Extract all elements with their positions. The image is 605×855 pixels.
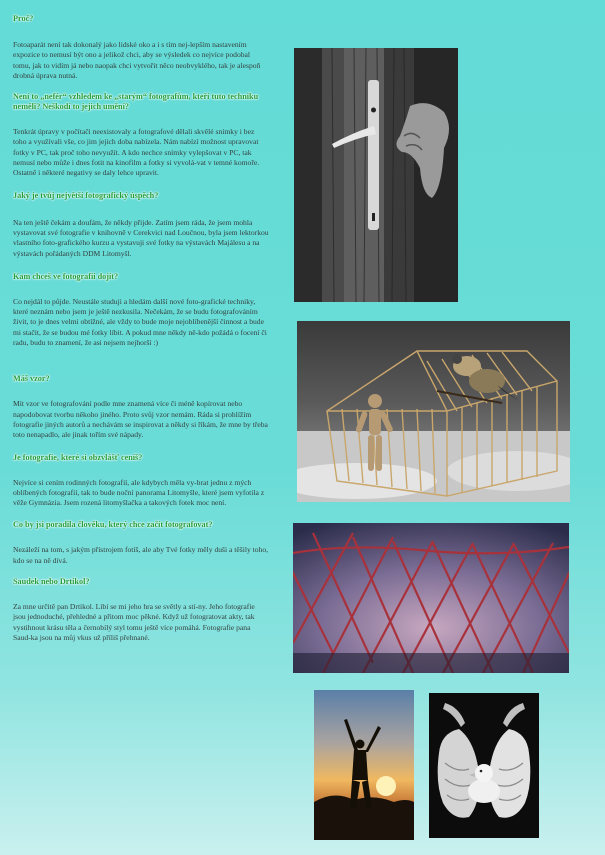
answer-paragraph: Mít vzor ve fotografování podle mne znamená více či méně kopírovat nebo napodobovat tvorbu někoho jiného. Proto svůj vzor nemám. Ráda si prohlížím fotografie jiných autorů a nechávám se inspirovat a někdy si říkám, že mne by třeba toto nenapadlo, ale jinak tořím své nápady. <box>13 399 268 440</box>
sunset-silhouette-photo <box>314 690 414 840</box>
question-heading: Máš vzor? <box>13 374 50 384</box>
answer-paragraph: Za mne určitě pan Drtikol. Líbí se mi jeho hra se světly a stí-ny. Jeho fotografie jsou jednoduché, přehledné a přitom moc pěkné. Když už fotogratovat akty, tak vystihnout krásu těla a černobílý styl tomu ještě více pomáhá. Fotografie pana Saud-ka jsou na můj vkus už příliš přehnané. <box>13 602 255 642</box>
question-heading: Co by jsi poradila člověku, který chce začít fotografovat? <box>13 520 213 530</box>
chain-fence-photo <box>293 523 569 673</box>
question-heading: Kam chceš ve fotografii dojít? <box>13 271 119 281</box>
answer-paragraph: Co nejdál to půjde. Neustále studuji a hledám další nové foto-grafické techniky, které neznám nebo jsem je ještě nezkusila. Nečekám, že se budu fotografováním živit, to je dnes velmi obtížné, ale vždy to bude moje nejoblíbenější činnost a bude mi stačit, že se budou mé fotky líbit. A pokud mne někdy ně-kdo požádá o focení či radu, budu to znamení, že asi nejsem nejhorší :) <box>13 296 267 348</box>
answer-paragraph: Nezáleží na tom, s jakým přístrojem fotíš, ale aby Tvé fotky měly duši a těšily toho, kdo se na ně dívá. <box>13 545 269 565</box>
question-heading: Není to „nefér“ vzhledem ke „starým“ fotografům, kteří tuto techniku neměli? Neškodí to jejich umění? <box>13 92 259 112</box>
answer-paragraph: Fotoaparát není tak dokonalý jako lidské oko a i s tím nej-lepším nastavením expozice to nemusí být ono a jelikož chci, aby se výsledek co nejvíce podobal tomu, jak to vidím já nebo naopak chci vytvořit něco neobvyklého, tak je alespoň drobná úprava nutná. <box>13 40 261 80</box>
answer-paragraph: Na ten ještě čekám a doufám, že někdy přijde. Zatím jsem ráda, že jsem mohla vystavovat své fotografie v knihovně v Cerekvici nad Loučnou, byla jsem lektorkou vlastního foto-grafického kurzu a vystavuji své fotky na výstavách Majálesu a na výstavách pořádaných DDM Litomyšl. <box>13 217 269 258</box>
question-heading: Je fotografie, které si obzvlášť ceníš? <box>13 452 143 462</box>
door-hand-photo <box>294 48 458 302</box>
answer-paragraph: Nejvíce si cením rodinných fotografií, ale kdybych měla vy-brat jednu z mých oblíbených fotografií, tak to bude noční panorama Litomyšle, které jsem vyfotila z věže Gymnázia. Jsem rozená litomyšlačka a takových fotek moc není. <box>13 477 265 508</box>
bird-cage-mannequin-photo <box>297 321 570 502</box>
question-heading: Jaký je tvůj největší fotografický úspěch? <box>13 190 159 200</box>
question-heading: Saudek nebo Drtikol? <box>13 577 90 587</box>
question-heading: Proč? <box>13 14 34 23</box>
hands-duck-photo <box>429 693 539 838</box>
answer-paragraph: Tenkrát úpravy v počítači neexistovaly a fotografové dělali skvělé snímky i bez toho a využívali vše, co jim jejich doba nabízela. Nám nabízí možnost upravovat fotky v PC, tak proč toho nevyužít. A kdo nechce snímky vylepšovat v PC, tak nemusí nebo může i dnes fotit na kinofilm a fotky si vyvolá-vat v temné komoře. Ostatně i některé negativy se daly lehce upravit. <box>13 127 260 178</box>
interview-column <box>13 14 269 643</box>
